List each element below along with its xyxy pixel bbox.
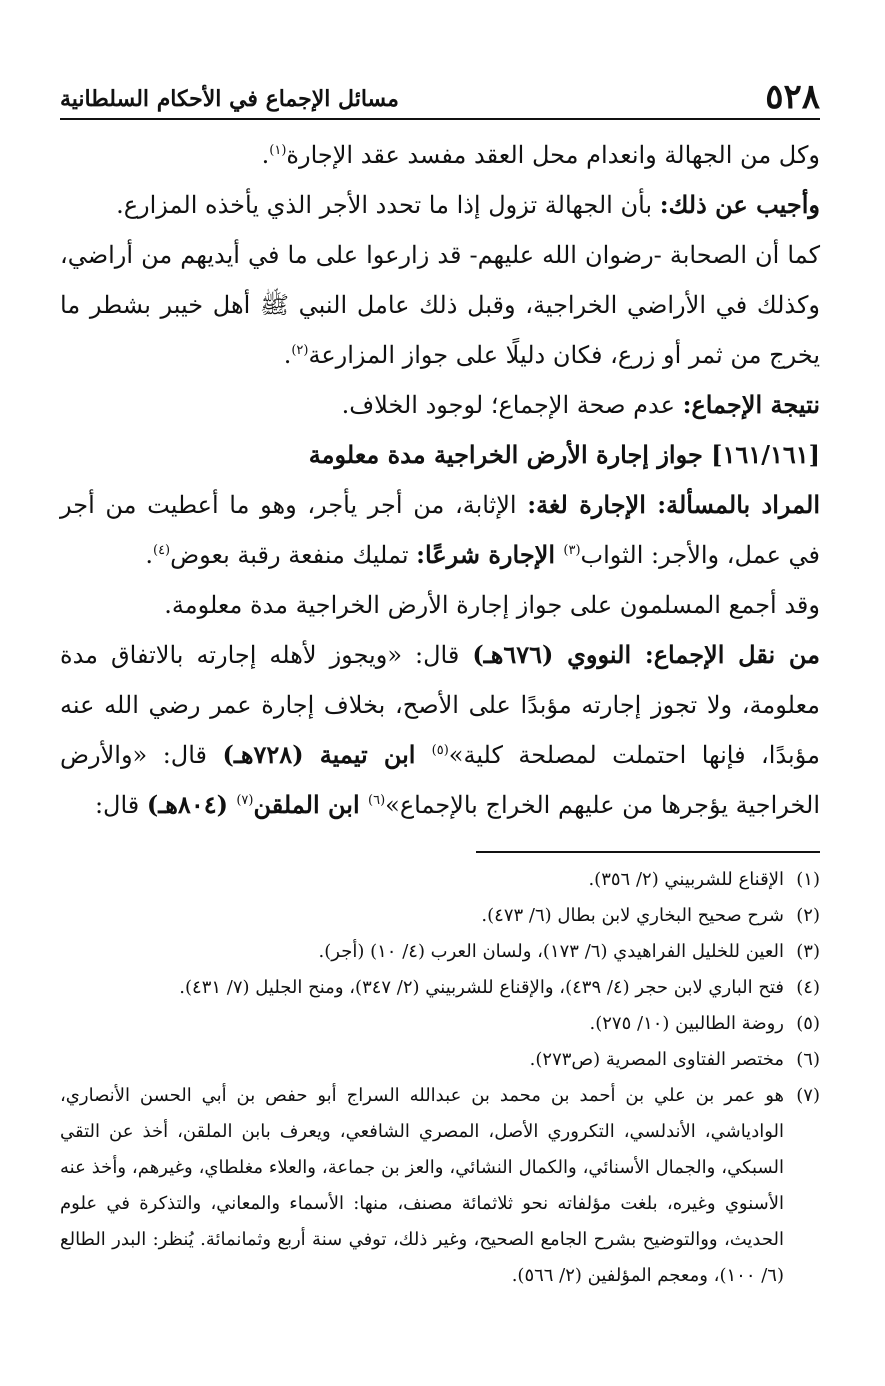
footnote [60, 1006, 820, 1042]
paragraph-4 [60, 380, 820, 430]
paragraph-text: قال: [94, 791, 147, 819]
footnote-number: (٥) [796, 1013, 820, 1034]
bold-lead: ابن تيمية (٧٢٨هـ) [222, 740, 432, 769]
main-text [60, 130, 820, 830]
paragraph-3 [60, 230, 820, 380]
bold-lead: (٨٠٤هـ) [146, 790, 237, 819]
footnote-ref: (٥) [431, 743, 449, 758]
footnote-number: (٣) [796, 941, 820, 962]
page-header [60, 70, 820, 120]
bold-lead: نتيجة الإجماع: [682, 390, 820, 419]
footnote [60, 934, 820, 970]
page-number: ٥٢٨ [765, 77, 820, 117]
footnote-number: (١) [796, 869, 820, 890]
paragraph-text: وكل من الجهالة وانعدام محل العقد مفسد عقد الإجارة [286, 141, 820, 169]
footnote [60, 898, 820, 934]
footnote-divider [476, 851, 820, 853]
paragraph-2 [60, 180, 820, 230]
paragraph-text: عدم صحة الإجماع؛ لوجود الخلاف. [341, 391, 683, 419]
paragraph-1 [60, 130, 820, 180]
paragraph-7 [60, 630, 820, 830]
paragraph-text: قال: «ويجوز لأهله إجارته بالاتفاق مدة معلومة، ولا تجوز إجارته مؤبدًا على الأصح، بخلاف إجارة عمر رضي الله عنه مؤبدًا، فإنها احتملت لمصلحة كلية» [60, 641, 820, 769]
footnote-ref: (٢) [291, 343, 309, 358]
footnote [60, 970, 820, 1006]
footnote-ref: (٧) [236, 793, 254, 808]
footnote-number: (٦) [796, 1049, 820, 1070]
paragraph-text: وقد أجمع المسلمون على جواز إجارة الأرض الخراجية مدة معلومة. [164, 591, 820, 619]
footnote-text: هو عمر بن علي بن أحمد بن محمد بن عبدالله السراج أبو حفص بن أبي الحسن الأنصاري، الوادياشي، الأندلسي، التكروري الأصل، المصري الشافعي، ويعرف بابن الملقن، أخذ عن التقي السبكي، والجمال الأسنائي، والكمال النشائي، والعز بن جماعة، والعلاء مغلطاي، وغيرهم، وأخذ عنه الأسنوي وغيره، بلغت مؤلفاته نحو ثلاثمائة مصنف، منها: الأسماء والمعاني، والتذكرة في علوم الحديث، ووالتوضيح بشرح الجامع الصحيح، وغير ذلك، توفي سنة أربع وثمانمائة. يُنظر: البدر الطالع (٦/ ١٠٠)، ومعجم المؤلفين (٢/ ٥٦٦). [60, 1085, 784, 1286]
footnote-ref: (٦) [368, 793, 386, 808]
bold-lead: ابن الملقن [253, 790, 368, 819]
paragraph-text: كما أن الصحابة -رضوان الله عليهم- قد زارعوا على ما في أيديهم من أراضي، وكذلك في الأراضي الخراجية، وقبل ذلك عامل النبي ﷺ أهل خيبر بشطر ما يخرج من ثمر أو زرع، فكان دليلًا على جواز المزارعة [60, 241, 821, 369]
footnotes [60, 862, 820, 1294]
footnote-text: العين للخليل الفراهيدي (٦/ ١٧٣)، ولسان العرب (٤/ ١٠) (أجر). [318, 941, 784, 962]
bold-lead: وأجيب عن ذلك: [659, 190, 820, 219]
footnote-number: (٢) [796, 905, 820, 926]
footnote-ref: (٤) [152, 543, 171, 558]
footnote-text: الإقناع للشربيني (٢/ ٣٥٦). [588, 869, 784, 890]
paragraph-text: بأن الجهالة تزول إذا ما تحدد الأجر الذي يأخذه المزارع. [116, 191, 660, 219]
punctuation: . [145, 541, 153, 569]
footnote-ref: (٣) [563, 543, 581, 558]
running-title: مسائل الإجماع في الأحكام السلطانية [60, 86, 399, 112]
paragraph-5 [60, 480, 820, 580]
footnote-number: (٤) [796, 977, 820, 998]
bold-lead: الإجارة شرعًا: [416, 540, 564, 569]
footnote [60, 1042, 820, 1078]
footnote-text: شرح صحيح البخاري لابن بطال (٦/ ٤٧٣). [481, 905, 784, 926]
footnote-text: فتح الباري لابن حجر (٤/ ٤٣٩)، والإقناع للشربيني (٢/ ٣٤٧)، ومنح الجليل (٧/ ٤٣١). [179, 977, 784, 998]
punctuation: . [261, 141, 270, 169]
footnote-text: روضة الطالبين (١٠/ ٢٧٥). [589, 1013, 784, 1034]
bold-lead: المراد بالمسألة: الإجارة لغة: [527, 490, 821, 519]
bold-lead: من نقل الإجماع: النووي (٦٧٦هـ) [472, 640, 820, 669]
footnote [60, 862, 820, 898]
section-heading: [١٦١/١٦١] جواز إجارة الأرض الخراجية مدة معلومة [308, 440, 820, 469]
paragraph-6 [60, 580, 820, 630]
paragraph-text: قال: «والأرض الخراجية يؤجرها من عليهم الخراج بالإجماع» [60, 741, 820, 819]
footnote [60, 1078, 820, 1294]
paragraph-text: الإثابة، من أجر يأجر، وهو ما أعطيت من أجر في عمل، والأجر: الثواب [60, 491, 820, 569]
footnote-text: مختصر الفتاوى المصرية (ص٢٧٣). [529, 1049, 784, 1070]
footnote-ref: (١) [269, 143, 287, 158]
paragraph-text: تمليك منفعة رقبة بعوض [170, 541, 417, 569]
punctuation: . [283, 341, 292, 369]
footnote-number: (٧) [796, 1085, 820, 1106]
